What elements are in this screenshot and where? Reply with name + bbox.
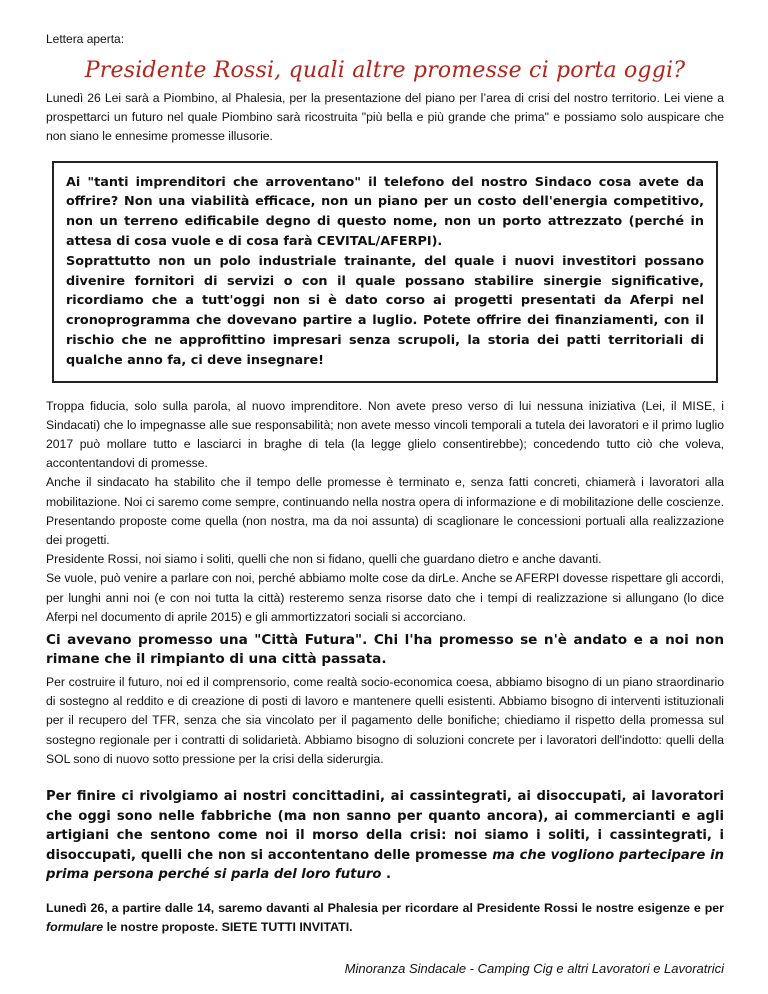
future-paragraph: Per costruire il futuro, noi ed il comprensorio, come realtà socio-economica coesa, abbiamo bisogno di un piano straordinario di sostegno al reddito e di creazione di posti di lavoro e mantenere quelli esistenti. Abbiamo bisogno di interventi istituzionali per il recupero del TFR, senza che sia vincolato per il pagamento delle bonifiche; chiediamo il rispetto della promessa sul sostegno regionale per i contratti di solidarietà. Abbiamo bisogno di soluzioni concrete per i lavoratori dell'indotto: quelli della SOL sono di nuovo sotto pressione per la crisi della siderurgia. (46, 675, 724, 766)
closing-emphasis: ma che vogliono partecipare in prima persona perché si parla del loro futuro (46, 847, 724, 883)
body-paragraph-4: Se vuole, può venire a parlare con noi, perché abbiamo molte cose da dirLe. Anche se AFERPI dovesse rispettare gli accordi, per lunghi anni noi (e con noi tutta la città) resteremo senza risorse dato che i tempi di realizzazione si allungano (lo dice Aferpi nel documento di aprile 2015) e gli ammortizzatori sociali si accorciano. (46, 571, 724, 624)
box-paragraph-2: Soprattutto non un polo industriale trainante, del quale i nuovi investitori possano divenire fornitori di servizi o con il quale possano stabilire sinergie significative, ricordiamo che a tutt'oggi non si è dato corso ai progetti presentati da Aferpi nel cronoprogramma che dovevano partire a luglio. Potete offrire dei finanziamenti, con il rischio che ne approfittino impresari senza scrupoli, la storia dei patti territoriali di qualche anno fa, ci deve insegnare! (66, 253, 704, 368)
body-paragraph-3: Presidente Rossi, noi siamo i soliti, quelli che non si fidano, quelli che guardano dietro e anche davanti. (46, 552, 602, 567)
box-paragraph-1: Ai "tanti imprenditori che arroventano" il telefono del nostro Sindaco cosa avete da offrire? Non una viabilità efficace, non un piano per un costo dell'energia competitivo, non un terreno edificabile degno di questo nome, non un porto attrezzato (perché in attesa di cosa vuole e di cosa farà CEVITAL/AFERPI). (66, 174, 704, 249)
opening-paragraph: Lunedì 26 Lei sarà a Piombino, al Phalesia, per la presentazione del piano per l’area di crisi del nostro territorio. Lei viene a prospettarci un futuro nel quale Piombino sarà ricostruita "più bella e più grande che prima" e possiamo solo auspicare che non siano le ennesime promesse illusorie. (46, 91, 724, 144)
intro-label: Lettera aperta: (46, 32, 125, 46)
invite-emphasis: formulare (46, 920, 104, 934)
invitation-paragraph (46, 899, 724, 937)
closing-end: . (381, 867, 392, 883)
highlight-box (52, 161, 718, 383)
closing-paragraph (46, 787, 724, 885)
invite-before: Lunedì 26, a partire dalle 14, saremo davanti al Phalesia per ricordare al Presidente Rossi le nostre esigenze e per (46, 901, 724, 915)
closing-text: Per finire ci rivolgiamo ai nostri concittadini, ai cassintegrati, ai disoccupati, ai lavoratori che oggi sono nelle fabbriche (ma non sanno per quanto ancora), ai commercianti e agli artigiani che sentono come noi il morso della crisi: noi siamo i soliti, i cassintegrati, i disoccupati, quelli che non si accontentano delle promesse (46, 789, 724, 863)
signature: Minoranza Sindacale - Camping Cig e altri Lavoratori e Lavoratrici (344, 961, 724, 976)
letter-title: Presidente Rossi, quali altre promesse ci porta oggi? (84, 58, 686, 83)
open-letter-page (46, 0, 724, 976)
body-paragraph-2: Anche il sindacato ha stabilito che il tempo delle promesse è terminato e, senza fatti concreti, chiamerà i lavoratori alla mobilitazione. Noi ci saremo come sempre, continuando nella nostra opera di informazione e di mobilitazione delle coscienze. Presentando proposte come quella (non nostra, ma da noi assunta) di scaglionare le concessioni portuali alla realizzazione dei progetti. (46, 475, 724, 547)
section-heading: Ci avevano promesso una "Città Futura". Chi l'ha promesso se n'è andato e a noi non rimane che il rimpianto di una città passata. (46, 632, 724, 668)
invite-after: le nostre proposte. SIETE TUTTI INVITATI. (103, 920, 353, 934)
body-paragraph-1: Troppa fiducia, solo sulla parola, al nuovo imprenditore. Non avete preso verso di lui nessuna iniziativa (Lei, il MISE, i Sindacati) che lo impegnasse alle sue responsabilità; non avete messo vincoli temporali a tutela dei lavoratori e il primo luglio 2017 può mollare tutto e lasciarci in braghe di tela (la legge glielo consentirebbe); concedendo tutto ciò che voleva, accontentandovi di promesse. (46, 398, 724, 471)
